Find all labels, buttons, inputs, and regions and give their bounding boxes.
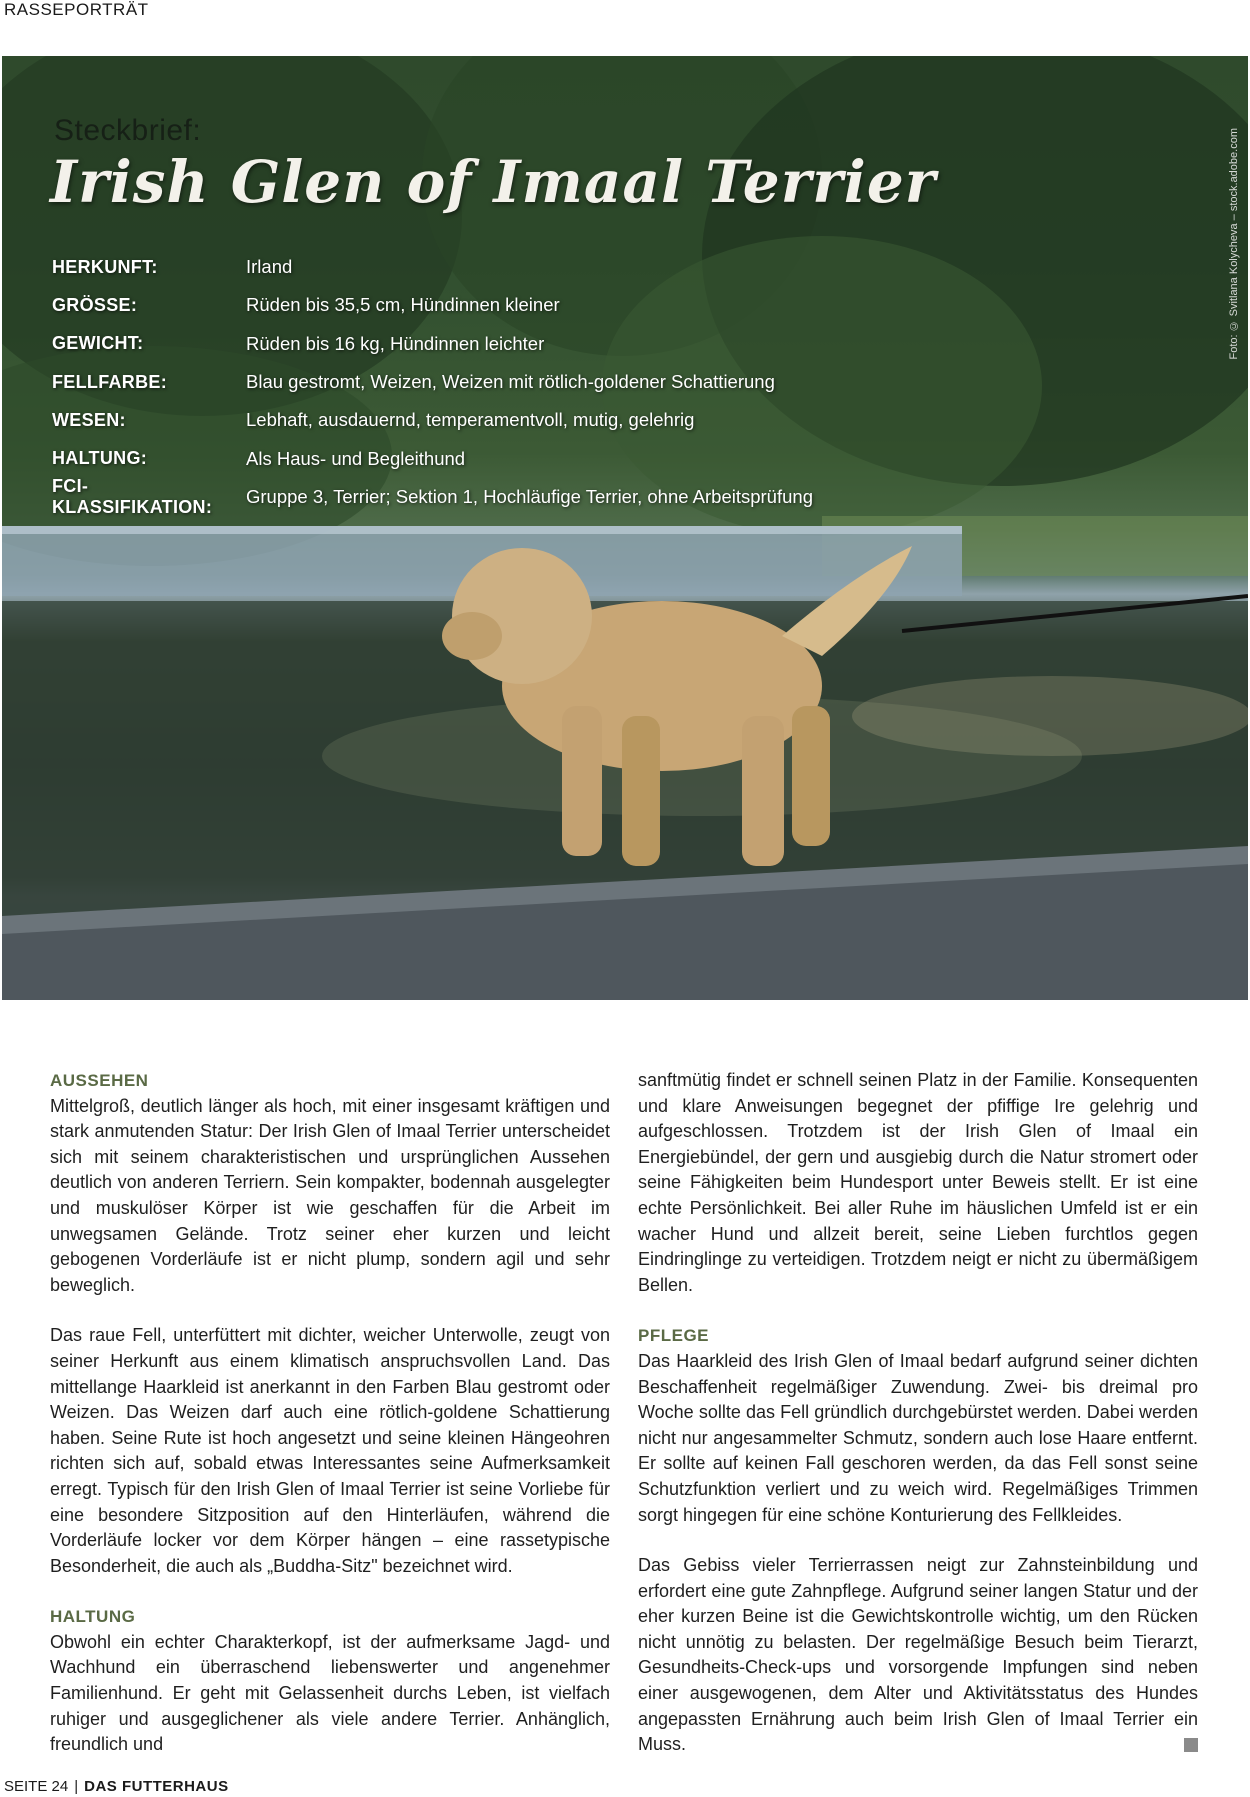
fact-row-fci bbox=[52, 475, 952, 517]
article-column-right bbox=[638, 1068, 1198, 1783]
fact-row-haltung bbox=[52, 439, 952, 477]
fact-key: GEWICHT: bbox=[52, 333, 144, 354]
fact-row-wesen bbox=[52, 401, 952, 439]
paragraph-pflege-2 bbox=[638, 1553, 1198, 1758]
paragraph-pflege-1: Das Haarkleid des Irish Glen of Imaal bedarf aufgrund seiner dichten Beschaffenheit regelmäßiger Zuwendung. Zwei- bis dreimal pro Woche sollte das Fell gründlich durchgebürstet werden. Dabei werden nicht nur angesammelter Schmutz, sondern auch lose Haare entfernt. Er sollte auf keinen Fall geschoren werden, da das Fell sonst seine Schutzfunktion verliert und zu weich wird. Regelmäßiges Trimmen sorgt hingegen für eine schöne Konturierung des Fellkleides. bbox=[638, 1350, 1198, 1525]
section-label: RASSEPORTRÄT bbox=[4, 0, 149, 19]
paragraph-haltung-1: Obwohl ein echter Charakterkopf, ist der aufmerksame Jagd- und Wachhund ein überraschend liebenswerter und angenehmer Familienhund. Er geht mit Gelassenheit durchs Leben, ist vielfach ruhiger und ausgeglichener als viele andere Terrier. Anhänglich, freundlich und bbox=[50, 1631, 610, 1755]
fact-key: GRÖSSE: bbox=[52, 294, 138, 315]
fact-key: FELLFARBE: bbox=[52, 371, 167, 392]
photo-credit: Foto: © Svitlana Kolycheva – stock.adobe.com bbox=[1228, 128, 1240, 360]
brand-name: DAS FUTTERHAUS bbox=[84, 1778, 229, 1795]
fact-value: Gruppe 3, Terrier; Sektion 1, Hochläufige Terrier, ohne Arbeitsprüfung bbox=[246, 485, 813, 507]
hero-photo bbox=[2, 56, 1248, 1000]
fact-value: Irland bbox=[246, 256, 293, 278]
paragraph-haltung-continued: sanftmütig findet er schnell seinen Platz in der Familie. Konsequenten und klare Anweisungen begegnet der pfiffige Ire gelehrig und aufgeschlossen. Trotzdem ist der Irish Glen of Imaal ein Energiebündel, der gern und ausgiebig durch die Natur stromert oder seine Fähigkeiten beim Hundesport unter Beweis stellt. Er ist eine echte Persönlichkeit. Bei aller Ruhe im häuslichen Umfeld ist er ein wacher Hund und allzeit bereit, seine Lieben furchtlos gegen Eindringlinge zu verteidigen. Trotzdem neigt er nicht zu übermäßigem Bellen. bbox=[638, 1070, 1198, 1295]
steckbrief-label: Steckbrief: bbox=[54, 114, 202, 147]
fact-value: Lebhaft, ausdauernd, temperamentvoll, mutig, gelehrig bbox=[246, 409, 695, 431]
paragraph-aussehen-2: Das raue Fell, unterfüttert mit dichter, weicher Unterwolle, zeugt von seiner Herkunft aus einem klimatisch anspruchsvollen Land. Das mittellange Haarkleid ist anerkannt in den Farben Blau gestromt oder Weizen. Das Weizen darf auch eine rötlich-goldene Schattierung haben. Seine Rute ist hoch angesetzt und seine kleinen Hängeohren richten sich auf, sobald etwas Interessantes seine Aufmerksamkeit erregt. Typisch für den Irish Glen of Imaal Terrier ist seine Vorliebe für eine besondere Sitzposition auf den Hinterläufen, während die Vorderläufe locker vor dem Körper hängen – eine rassetypische Besonderheit, die auch als „Buddha-Sitz" bezeichnet wird. bbox=[50, 1325, 610, 1576]
article-column-left bbox=[50, 1068, 610, 1783]
fact-row-gewicht bbox=[52, 325, 952, 363]
end-mark-icon bbox=[1184, 1738, 1198, 1752]
fact-value: Blau gestromt, Weizen, Weizen mit rötlich-goldener Schattierung bbox=[246, 371, 775, 393]
breed-title: Irish Glen of Imaal Terrier bbox=[50, 148, 937, 216]
fact-value: Rüden bis 16 kg, Hündinnen leichter bbox=[246, 332, 545, 354]
page-number: SEITE 24 bbox=[4, 1778, 69, 1795]
fact-key: HERKUNFT: bbox=[52, 256, 158, 277]
paragraph-pflege-2-text: Das Gebiss vieler Terrierrassen neigt zur Zahnsteinbildung und erfordert eine gute Zahnpflege. Aufgrund seiner langen Statur und der eher kurzen Beine ist die Gewichtskontrolle wichtig, um den Rücken nicht unnötig zu belasten. Der regelmäßige Besuch beim Tierarzt, Gesundheits-Check-ups und vorsorgende Impfungen sind neben einer ausgewogenen, dem Alter und Aktivitätsstatus des Hundes angepassten Ernährung auch beim Irish Glen of Imaal Terrier ein Muss. bbox=[638, 1555, 1198, 1755]
fact-row-fellfarbe bbox=[52, 363, 952, 401]
fact-key: HALTUNG: bbox=[52, 448, 148, 469]
fact-key: FCI-KLASSIFIKATION: bbox=[52, 475, 213, 517]
page-footer bbox=[4, 1778, 229, 1795]
heading-pflege: PFLEGE bbox=[638, 1326, 710, 1346]
fact-value: Rüden bis 35,5 cm, Hündinnen kleiner bbox=[246, 294, 560, 316]
fact-row-groesse bbox=[52, 286, 952, 324]
fact-key: WESEN: bbox=[52, 409, 126, 430]
fact-row-herkunft bbox=[52, 248, 952, 286]
fact-table bbox=[52, 248, 952, 516]
heading-aussehen: AUSSEHEN bbox=[50, 1071, 149, 1090]
footer-separator: | bbox=[74, 1778, 79, 1795]
heading-haltung: HALTUNG bbox=[50, 1607, 136, 1627]
fact-value: Als Haus- und Begleithund bbox=[246, 447, 466, 469]
paragraph-aussehen-1: Mittelgroß, deutlich länger als hoch, mit einer insgesamt kräftigen und stark anmutenden Statur: Der Irish Glen of Imaal Terrier unterscheidet sich mit seinem charakteristischen und ursprünglichen Aussehen deutlich von anderen Terriern. Sein kompakter, bodennah ausgelegter und muskulöser Körper ist wie geschaffen für die Arbeit im unwegsamen Gelände. Trotz seiner eher kurzen und leicht gebogenen Vorderläufe ist er nicht plump, sondern agil und sehr beweglich. bbox=[50, 1095, 610, 1295]
